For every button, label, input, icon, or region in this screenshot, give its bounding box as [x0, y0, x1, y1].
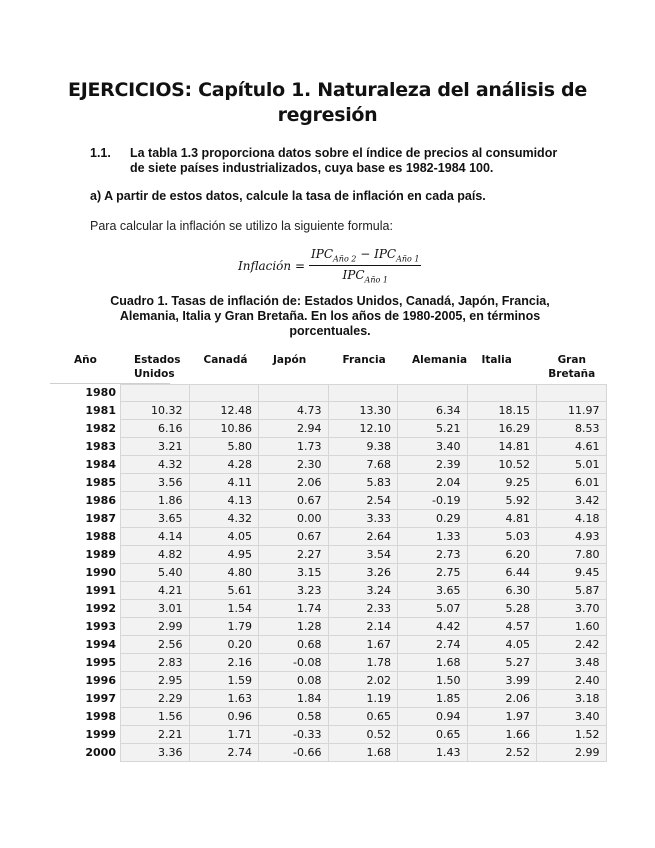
formula-num-a: IPC — [311, 247, 334, 261]
value-cell: 2.94 — [259, 420, 329, 438]
value-cell: 1.79 — [190, 618, 260, 636]
column-header: Francia — [342, 354, 386, 366]
value-cell: 7.80 — [537, 546, 607, 564]
year-cell: 1991 — [85, 584, 116, 597]
value-cell: 4.11 — [190, 474, 260, 492]
value-cell: 2.75 — [398, 564, 468, 582]
value-cell: 1.78 — [329, 654, 399, 672]
value-cell: 4.32 — [120, 456, 190, 474]
value-cell: 2.06 — [259, 474, 329, 492]
year-cell: 1983 — [85, 440, 116, 453]
value-cell: 10.52 — [468, 456, 538, 474]
value-cell: 9.45 — [537, 564, 607, 582]
formula-num-a-sub: Año 2 — [333, 254, 357, 264]
value-cell: 4.32 — [190, 510, 260, 528]
value-cell: 9.38 — [329, 438, 399, 456]
formula-num-b-sub: Año 1 — [396, 254, 420, 264]
value-cell: 2.74 — [398, 636, 468, 654]
table-row — [50, 636, 607, 654]
table-row — [50, 384, 607, 402]
value-cell: -0.33 — [259, 726, 329, 744]
value-cell: 3.23 — [259, 582, 329, 600]
value-cell: 5.40 — [120, 564, 190, 582]
table-header-row — [50, 350, 607, 384]
value-cell: 1.84 — [259, 690, 329, 708]
formula-minus: − — [356, 247, 375, 261]
value-cell: 13.30 — [329, 402, 399, 420]
exercise-line-2: de siete países industrializados, cuya base es 1982-1984 100. — [130, 161, 494, 175]
value-cell: 2.52 — [468, 744, 538, 762]
value-cell: -0.08 — [259, 654, 329, 672]
table-row — [50, 744, 607, 762]
value-cell: 1.73 — [259, 438, 329, 456]
value-cell: 4.42 — [398, 618, 468, 636]
value-cell: 2.27 — [259, 546, 329, 564]
value-cell: 2.74 — [190, 744, 260, 762]
value-cell: 3.65 — [120, 510, 190, 528]
value-cell: 6.44 — [468, 564, 538, 582]
value-cell: 4.93 — [537, 528, 607, 546]
inflation-table — [50, 350, 607, 762]
table-row — [50, 456, 607, 474]
caption-line-2: Alemania, Italia y Gran Bretaña. En los años de 1980-2005, en términos — [119, 309, 541, 323]
year-cell: 1994 — [85, 638, 116, 651]
value-cell: 5.28 — [468, 600, 538, 618]
value-cell: 2.99 — [120, 618, 190, 636]
value-cell: 3.15 — [259, 564, 329, 582]
value-cell: 4.81 — [468, 510, 538, 528]
value-cell: 1.97 — [468, 708, 538, 726]
value-cell: 12.10 — [329, 420, 399, 438]
value-cell: 5.80 — [190, 438, 260, 456]
table-row — [50, 528, 607, 546]
value-cell: 3.54 — [329, 546, 399, 564]
value-cell: 12.48 — [190, 402, 260, 420]
value-cell: 3.48 — [537, 654, 607, 672]
value-cell: 1.54 — [190, 600, 260, 618]
page-title — [0, 78, 655, 128]
value-cell: 8.53 — [537, 420, 607, 438]
title-line-2: regresión — [277, 104, 378, 126]
value-cell: 2.73 — [398, 546, 468, 564]
table-row — [50, 690, 607, 708]
value-cell: 3.18 — [537, 690, 607, 708]
year-cell: 1998 — [85, 710, 116, 723]
value-cell: 0.94 — [398, 708, 468, 726]
value-cell: 1.43 — [398, 744, 468, 762]
column-header: Estados Unidos — [134, 354, 181, 380]
value-cell: 6.01 — [537, 474, 607, 492]
caption-line-3: porcentuales. — [289, 324, 371, 338]
value-cell: 1.68 — [398, 654, 468, 672]
value-cell: 16.29 — [468, 420, 538, 438]
year-cell: 1981 — [85, 404, 116, 417]
value-cell: 6.20 — [468, 546, 538, 564]
value-cell: 0.08 — [259, 672, 329, 690]
value-cell: 5.87 — [537, 582, 607, 600]
value-cell: 3.36 — [120, 744, 190, 762]
value-cell: 1.86 — [120, 492, 190, 510]
value-cell: 3.24 — [329, 582, 399, 600]
formula-fraction — [309, 247, 421, 285]
formula-num-b: IPC — [374, 247, 397, 261]
value-cell — [398, 384, 468, 402]
value-cell: 2.14 — [329, 618, 399, 636]
value-cell: 0.00 — [259, 510, 329, 528]
column-header: Año — [74, 354, 97, 366]
value-cell: 2.64 — [329, 528, 399, 546]
table-row — [50, 708, 607, 726]
year-cell: 1995 — [85, 656, 116, 669]
column-header: Alemania — [412, 354, 468, 366]
value-cell: 5.01 — [537, 456, 607, 474]
value-cell: 0.65 — [398, 726, 468, 744]
value-cell: 4.21 — [120, 582, 190, 600]
value-cell: 1.63 — [190, 690, 260, 708]
value-cell — [190, 384, 260, 402]
value-cell: 2.99 — [537, 744, 607, 762]
value-cell: 1.74 — [259, 600, 329, 618]
value-cell: 5.07 — [398, 600, 468, 618]
year-cell: 1980 — [85, 386, 116, 399]
value-cell: 4.14 — [120, 528, 190, 546]
value-cell: 0.20 — [190, 636, 260, 654]
formula-lhs: Inflación = — [238, 258, 306, 273]
value-cell: 5.61 — [190, 582, 260, 600]
value-cell: 0.96 — [190, 708, 260, 726]
value-cell: 0.67 — [259, 492, 329, 510]
value-cell: 4.18 — [537, 510, 607, 528]
year-cell: 1988 — [85, 530, 116, 543]
value-cell: 1.50 — [398, 672, 468, 690]
value-cell: 0.52 — [329, 726, 399, 744]
value-cell: 4.13 — [190, 492, 260, 510]
value-cell: 1.71 — [190, 726, 260, 744]
exercise-statement — [90, 146, 570, 176]
table-row — [50, 654, 607, 672]
value-cell: 3.26 — [329, 564, 399, 582]
value-cell: 1.66 — [468, 726, 538, 744]
formula-den: IPC — [342, 268, 365, 283]
value-cell: 5.27 — [468, 654, 538, 672]
value-cell: 4.28 — [190, 456, 260, 474]
column-header: Japón — [273, 354, 307, 366]
value-cell: 2.04 — [398, 474, 468, 492]
year-cell: 1987 — [85, 512, 116, 525]
value-cell: 3.42 — [537, 492, 607, 510]
value-cell: -0.19 — [398, 492, 468, 510]
value-cell — [120, 384, 190, 402]
value-cell — [329, 384, 399, 402]
table-row — [50, 402, 607, 420]
year-cell: 1989 — [85, 548, 116, 561]
value-cell: 1.52 — [537, 726, 607, 744]
value-cell: 1.56 — [120, 708, 190, 726]
value-cell: 1.59 — [190, 672, 260, 690]
value-cell: 1.19 — [329, 690, 399, 708]
value-cell: 2.40 — [537, 672, 607, 690]
value-cell: 0.65 — [329, 708, 399, 726]
column-header: Italia — [481, 354, 512, 366]
year-cell: 1985 — [85, 476, 116, 489]
value-cell: 4.57 — [468, 618, 538, 636]
value-cell: 11.97 — [537, 402, 607, 420]
year-cell: 1990 — [85, 566, 116, 579]
year-cell: 1996 — [85, 674, 116, 687]
value-cell: 3.40 — [537, 708, 607, 726]
table-row — [50, 672, 607, 690]
value-cell: 2.21 — [120, 726, 190, 744]
year-cell: 1999 — [85, 728, 116, 741]
value-cell: 5.03 — [468, 528, 538, 546]
formula-numerator — [309, 247, 421, 266]
value-cell: 1.28 — [259, 618, 329, 636]
value-cell: 7.68 — [329, 456, 399, 474]
value-cell: 0.68 — [259, 636, 329, 654]
value-cell: 6.30 — [468, 582, 538, 600]
value-cell — [537, 384, 607, 402]
value-cell: 14.81 — [468, 438, 538, 456]
title-line-1: EJERCICIOS: Capítulo 1. Naturaleza del análisis de — [68, 79, 587, 101]
value-cell: 3.56 — [120, 474, 190, 492]
value-cell: 1.67 — [329, 636, 399, 654]
value-cell: 4.95 — [190, 546, 260, 564]
value-cell: 3.99 — [468, 672, 538, 690]
table-row — [50, 546, 607, 564]
value-cell: 6.16 — [120, 420, 190, 438]
table-row — [50, 582, 607, 600]
year-cell: 1982 — [85, 422, 116, 435]
column-header: Gran Bretaña — [548, 354, 596, 380]
year-cell: 1984 — [85, 458, 116, 471]
exercise-line-1: La tabla 1.3 proporciona datos sobre el índice de precios al consumidor — [130, 146, 558, 160]
year-cell: 2000 — [85, 746, 116, 759]
table-row — [50, 600, 607, 618]
value-cell: 4.05 — [468, 636, 538, 654]
table-row — [50, 438, 607, 456]
value-cell: 3.21 — [120, 438, 190, 456]
value-cell: 2.83 — [120, 654, 190, 672]
value-cell: 0.29 — [398, 510, 468, 528]
value-cell: 2.56 — [120, 636, 190, 654]
value-cell: 2.02 — [329, 672, 399, 690]
question-a: a) A partir de estos datos, calcule la tasa de inflación en cada país. — [90, 189, 486, 203]
value-cell: 3.70 — [537, 600, 607, 618]
column-header: Canadá — [203, 354, 248, 366]
table-row — [50, 564, 607, 582]
value-cell: 2.30 — [259, 456, 329, 474]
value-cell: 4.05 — [190, 528, 260, 546]
value-cell: 3.33 — [329, 510, 399, 528]
formula-den-sub: Año 1 — [364, 275, 388, 285]
value-cell: 2.95 — [120, 672, 190, 690]
exercise-number: 1.1. — [90, 146, 111, 160]
value-cell: 5.92 — [468, 492, 538, 510]
table-row — [50, 618, 607, 636]
value-cell: 4.73 — [259, 402, 329, 420]
value-cell: 2.42 — [537, 636, 607, 654]
table-row — [50, 420, 607, 438]
value-cell: 2.33 — [329, 600, 399, 618]
table-row — [50, 726, 607, 744]
table-row — [50, 474, 607, 492]
calc-note: Para calcular la inflación se utilizo la siguiente formula: — [90, 219, 393, 233]
value-cell: 4.82 — [120, 546, 190, 564]
table-row — [50, 510, 607, 528]
value-cell: 1.68 — [329, 744, 399, 762]
table-caption — [95, 294, 565, 339]
year-cell: 1986 — [85, 494, 116, 507]
year-cell: 1993 — [85, 620, 116, 633]
value-cell: -0.66 — [259, 744, 329, 762]
value-cell: 3.65 — [398, 582, 468, 600]
value-cell: 2.39 — [398, 456, 468, 474]
year-cell: 1992 — [85, 602, 116, 615]
value-cell: 6.34 — [398, 402, 468, 420]
year-cell: 1997 — [85, 692, 116, 705]
value-cell: 4.61 — [537, 438, 607, 456]
value-cell: 2.54 — [329, 492, 399, 510]
caption-line-1: Cuadro 1. Tasas de inflación de: Estados Unidos, Canadá, Japón, Francia, — [110, 294, 550, 308]
table-row — [50, 492, 607, 510]
value-cell: 1.85 — [398, 690, 468, 708]
value-cell: 1.33 — [398, 528, 468, 546]
header-divider — [50, 383, 170, 384]
value-cell: 0.58 — [259, 708, 329, 726]
value-cell: 5.21 — [398, 420, 468, 438]
value-cell: 0.67 — [259, 528, 329, 546]
value-cell: 5.83 — [329, 474, 399, 492]
value-cell — [259, 384, 329, 402]
value-cell: 3.01 — [120, 600, 190, 618]
value-cell: 2.16 — [190, 654, 260, 672]
value-cell: 2.06 — [468, 690, 538, 708]
formula-denominator — [343, 266, 388, 284]
value-cell: 18.15 — [468, 402, 538, 420]
value-cell: 4.80 — [190, 564, 260, 582]
value-cell: 10.86 — [190, 420, 260, 438]
value-cell: 10.32 — [120, 402, 190, 420]
value-cell: 3.40 — [398, 438, 468, 456]
value-cell: 9.25 — [468, 474, 538, 492]
value-cell: 2.29 — [120, 690, 190, 708]
value-cell: 1.60 — [537, 618, 607, 636]
value-cell — [468, 384, 538, 402]
inflation-formula — [238, 247, 421, 285]
